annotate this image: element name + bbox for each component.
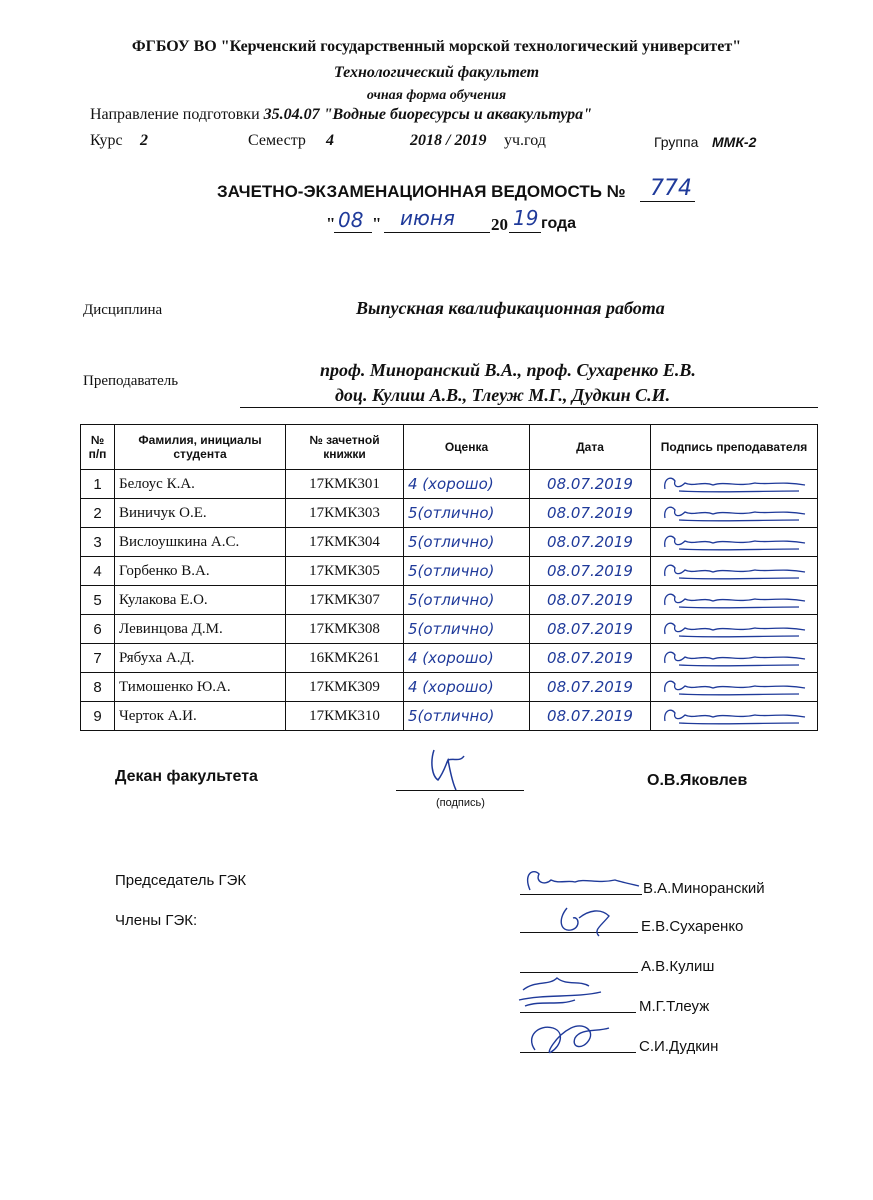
date-day-line <box>334 232 372 233</box>
row-num: 8 <box>81 673 115 702</box>
teacher-signature-icon <box>659 560 809 582</box>
table-row <box>81 528 818 557</box>
study-form: очная форма обучения <box>366 88 507 103</box>
record-book-number: 16КМК261 <box>286 644 404 673</box>
teacher-signature-icon <box>659 647 809 669</box>
grade: 4 (хорошо) <box>404 673 530 702</box>
gek-name-5: С.И.Дудкин <box>639 1038 719 1055</box>
student-name: Белоус К.А. <box>115 470 286 499</box>
teacher-signature <box>651 702 818 731</box>
record-book-number: 17КМК307 <box>286 586 404 615</box>
teacher-signature-icon <box>659 705 809 727</box>
teacher-signature-icon <box>659 676 809 698</box>
header-name: Фамилия, инициалы студента <box>115 425 286 470</box>
date-close-quote: " <box>372 214 382 233</box>
student-name: Виничук О.Е. <box>115 499 286 528</box>
row-num: 1 <box>81 470 115 499</box>
date-day: 08 <box>338 208 364 232</box>
group-value: ММК-2 <box>712 134 757 150</box>
teacher-underline <box>240 407 818 408</box>
university-name: ФГБОУ ВО "Керченский государственный морской технологический университет" <box>131 38 742 55</box>
record-book-number: 17КМК310 <box>286 702 404 731</box>
date-year-prefix: 20 <box>491 215 508 234</box>
teacher-line-1: проф. Миноранский В.А., проф. Сухаренко Е.В. <box>320 360 696 380</box>
academic-year-label: уч.год <box>504 132 546 149</box>
student-name: Тимошенко Ю.А. <box>115 673 286 702</box>
dean-signature-icon <box>420 742 500 792</box>
header-grade: Оценка <box>404 425 530 470</box>
record-book-number: 17КМК304 <box>286 528 404 557</box>
row-num: 2 <box>81 499 115 528</box>
student-name: Кулакова Е.О. <box>115 586 286 615</box>
course-value: 2 <box>140 132 148 149</box>
academic-year: 2018 / 2019 <box>410 132 487 149</box>
grade: 5(отлично) <box>404 702 530 731</box>
record-book-number: 17КМК309 <box>286 673 404 702</box>
record-book-number: 17КМК305 <box>286 557 404 586</box>
row-num: 4 <box>81 557 115 586</box>
course-label: Курс <box>90 132 123 149</box>
header-book: № зачетной книжки <box>286 425 404 470</box>
sheet-number-line <box>640 201 695 202</box>
header-date: Дата <box>530 425 651 470</box>
grade: 5(отлично) <box>404 586 530 615</box>
grade: 4 (хорошо) <box>404 644 530 673</box>
dean-name: О.В.Яковлев <box>647 772 748 789</box>
teacher-signature-icon <box>659 589 809 611</box>
student-name: Черток А.И. <box>115 702 286 731</box>
student-name: Вислоушкина А.С. <box>115 528 286 557</box>
teacher-line-2: доц. Кулиш А.В., Тлеуж М.Г., Дудкин С.И. <box>335 385 671 405</box>
teacher-signature <box>651 615 818 644</box>
discipline-value: Выпускная квалификационная работа <box>356 298 665 318</box>
exam-date: 08.07.2019 <box>530 673 651 702</box>
direction-value: 35.04.07 "Водные биоресурсы и аквакультура" <box>263 106 593 123</box>
header-num: № п/п <box>81 425 115 470</box>
student-name: Левинцова Д.М. <box>115 615 286 644</box>
teacher-signature <box>651 470 818 499</box>
table-header-row <box>81 425 818 470</box>
record-book-number: 17КМК303 <box>286 499 404 528</box>
student-name: Горбенко В.А. <box>115 557 286 586</box>
table-row <box>81 644 818 673</box>
grade: 5(отлично) <box>404 499 530 528</box>
record-book-number: 17КМК308 <box>286 615 404 644</box>
grade: 4 (хорошо) <box>404 470 530 499</box>
date-open-quote: " <box>326 214 336 233</box>
exam-date: 08.07.2019 <box>530 470 651 499</box>
row-num: 9 <box>81 702 115 731</box>
table-row <box>81 499 818 528</box>
teacher-signature <box>651 557 818 586</box>
row-num: 5 <box>81 586 115 615</box>
table-row <box>81 470 818 499</box>
exam-date: 08.07.2019 <box>530 586 651 615</box>
teacher-signature-icon <box>659 531 809 553</box>
sheet-title: ЗАЧЕТНО-ЭКЗАМЕНАЦИОННАЯ ВЕДОМОСТЬ № <box>217 182 626 201</box>
dean-signature-line <box>396 790 524 791</box>
exam-date: 08.07.2019 <box>530 615 651 644</box>
row-num: 6 <box>81 615 115 644</box>
date-month-line <box>384 232 490 233</box>
grade: 5(отлично) <box>404 557 530 586</box>
table-row <box>81 673 818 702</box>
teacher-signature <box>651 673 818 702</box>
dean-label: Декан факультета <box>115 768 258 785</box>
teacher-signature <box>651 586 818 615</box>
date-month: июня <box>400 206 455 230</box>
teacher-label: Преподаватель <box>83 373 179 389</box>
table-row <box>81 702 818 731</box>
direction-label: Направление подготовки <box>90 106 260 123</box>
faculty-name: Технологический факультет <box>333 64 540 81</box>
sheet-number: 774 <box>650 176 692 201</box>
teacher-signature-icon <box>659 502 809 524</box>
teacher-signature <box>651 499 818 528</box>
date-year-suffix: 19 <box>513 206 539 230</box>
gek-name-3: А.В.Кулиш <box>641 958 715 975</box>
date-year-line <box>509 232 541 233</box>
row-num: 7 <box>81 644 115 673</box>
teacher-signature-icon <box>659 618 809 640</box>
date-year-word: года <box>541 215 577 232</box>
grades-body <box>81 470 818 731</box>
table-row <box>81 557 818 586</box>
semester-value: 4 <box>326 132 334 149</box>
record-book-number: 17КМК301 <box>286 470 404 499</box>
student-name: Рябуха А.Д. <box>115 644 286 673</box>
teacher-signature <box>651 528 818 557</box>
grade: 5(отлично) <box>404 528 530 557</box>
row-num: 3 <box>81 528 115 557</box>
dean-signature-caption: (подпись) <box>436 797 485 809</box>
teacher-signature-icon <box>659 473 809 495</box>
teacher-signature <box>651 644 818 673</box>
exam-date: 08.07.2019 <box>530 499 651 528</box>
grades-table <box>80 424 818 731</box>
header-sign: Подпись преподавателя <box>651 425 818 470</box>
gek-name-2: Е.В.Сухаренко <box>641 918 744 935</box>
exam-date: 08.07.2019 <box>530 528 651 557</box>
direction-row <box>90 106 592 124</box>
gek-signatures-icon <box>505 860 645 1065</box>
gek-members-label: Члены ГЭК: <box>115 912 198 929</box>
table-row <box>81 586 818 615</box>
gek-chair-label: Председатель ГЭК <box>115 872 247 889</box>
table-row <box>81 615 818 644</box>
gek-name-1: В.А.Миноранский <box>643 880 765 897</box>
discipline-label: Дисциплина <box>83 302 163 318</box>
exam-date: 08.07.2019 <box>530 702 651 731</box>
exam-date: 08.07.2019 <box>530 557 651 586</box>
semester-label: Семестр <box>248 132 306 149</box>
gek-name-4: М.Г.Тлеуж <box>639 998 710 1015</box>
exam-date: 08.07.2019 <box>530 644 651 673</box>
group-label: Группа <box>654 134 699 150</box>
grade: 5(отлично) <box>404 615 530 644</box>
